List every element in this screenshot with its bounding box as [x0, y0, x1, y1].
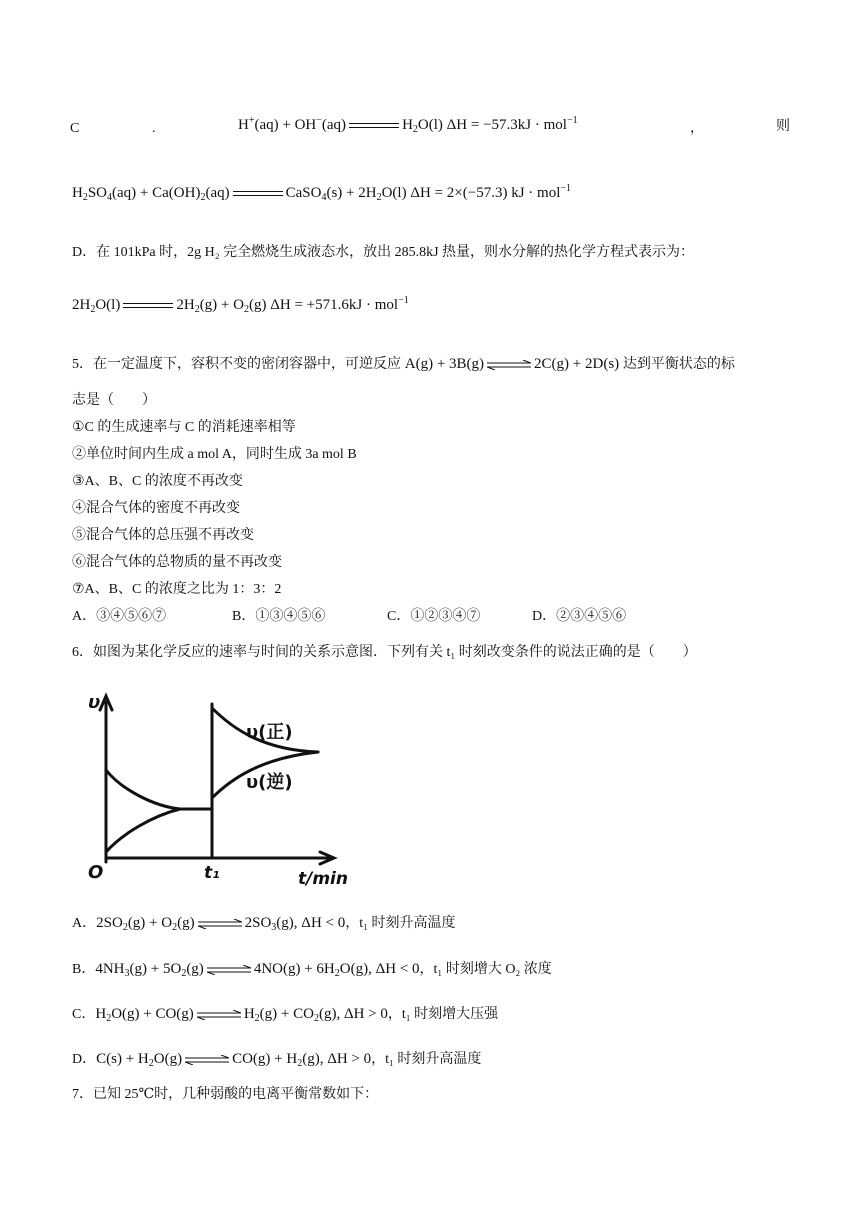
q6-option-a[interactable]: A．$2SO_2(g) + O_2(g)$ $2SO_3(g)$, ΔH < 0，t₁ 时刻升高温度 [72, 915, 456, 933]
q5-item: ②单位时间内生成 a mol A，同时生成 3a mol B [72, 447, 357, 462]
option-c-equation-1: H+(aq) + OH−(aq) $H_2O(l) \Delta H = -57.3kJ \cdot mol^{-1}$ [238, 115, 578, 135]
q6-stem: 6．如图为某化学反应的速率与时间的关系示意图．下列有关 t₁ 时刻改变条件的说法正确的是（ ） [72, 645, 697, 660]
equilibrium-arrow [185, 1055, 229, 1065]
option-c-then: 则 [776, 119, 790, 134]
forward-label: υ(正) [246, 722, 293, 743]
forward-rate-curve-before [106, 770, 212, 809]
option-d-text: D．在 101kPa 时，2g H₂ 完全燃烧生成液态水，放出 285.8kJ 热量，则水分解的热化学方程式表示为： [72, 245, 695, 260]
reverse-rate-curve-before [106, 809, 180, 852]
equals-bar [349, 122, 399, 130]
q6-option-d[interactable]: D．$C(s) + H_2O(g)$ $CO(g) + H_2(g)$, ΔH > 0，t₁ 时刻升高温度 [72, 1051, 482, 1069]
q5-item: ①C 的生成速率与 C 的消耗速率相等 [72, 420, 296, 435]
q5-option-a[interactable]: A．③④⑤⑥⑦ [72, 609, 167, 624]
q5-item: ⑤混合气体的总压强不再改变 [72, 528, 254, 543]
equals-bar [123, 302, 173, 310]
rate-time-graph [82, 688, 362, 888]
q5-stem-end: 志是（ ） [72, 393, 156, 408]
equals-bar [233, 190, 283, 198]
equilibrium-arrow [198, 919, 242, 929]
q5-item: ③A、B、C 的浓度不再改变 [72, 474, 243, 489]
q5-item: ④混合气体的密度不再改变 [72, 501, 240, 516]
q5-option-c[interactable]: C．①②③④⑦ [387, 609, 481, 624]
q5-stem: 5．在一定温度下，容积不变的密闭容器中，可逆反应 A(g) + 3B(g) 2C(g) + 2D(s) 达到平衡状态的标 [72, 356, 735, 372]
reverse-label: υ(逆) [246, 772, 293, 793]
option-c-dot: . [152, 121, 156, 136]
y-axis-label: υ [88, 692, 101, 713]
x-axis-label: t/min [298, 869, 348, 888]
option-c-equation-2: $H_2SO_4(aq) + Ca(OH)_2(aq)$ CaSO$_4$(s) + $2H_2O(l) \Delta H = 2\times(-57.3)$ kJ · mol$^{-1}$ [72, 183, 571, 203]
equilibrium-arrow [197, 1010, 241, 1020]
t1-label: t₁ [204, 863, 220, 883]
equilibrium-arrow [487, 360, 531, 370]
q6-option-b[interactable]: B．$4NH_3(g) + 5O_2(g)$ $4NO(g) + 6H_2O(g)$, ΔH < 0，t₁ 时刻增大 O₂ 浓度 [72, 961, 552, 979]
q5-item: ⑦A、B、C 的浓度之比为 1：3：2 [72, 582, 282, 597]
q6-option-c[interactable]: C．$H_2O(g) + CO(g)$ $H_2(g) + CO_2(g)$, ΔH > 0，t₁ 时刻增大压强 [72, 1006, 499, 1024]
option-c-label: C [70, 121, 80, 136]
origin-label: O [88, 862, 104, 883]
q5-option-d[interactable]: D．②③④⑤⑥ [532, 609, 627, 624]
q7-stem: 7．已知 25℃时，几种弱酸的电离平衡常数如下： [72, 1087, 379, 1102]
q5-item: ⑥混合气体的总物质的量不再改变 [72, 555, 282, 570]
equilibrium-arrow [207, 965, 251, 975]
option-c-comma: ， [690, 121, 704, 136]
q5-option-b[interactable]: B．①③④⑤⑥ [232, 609, 326, 624]
option-d-equation: $2H_2O(l) 2H_2(g) + O_2(g) \Delta H = +571.6kJ \cdot mol^{-1}$ [72, 295, 409, 315]
